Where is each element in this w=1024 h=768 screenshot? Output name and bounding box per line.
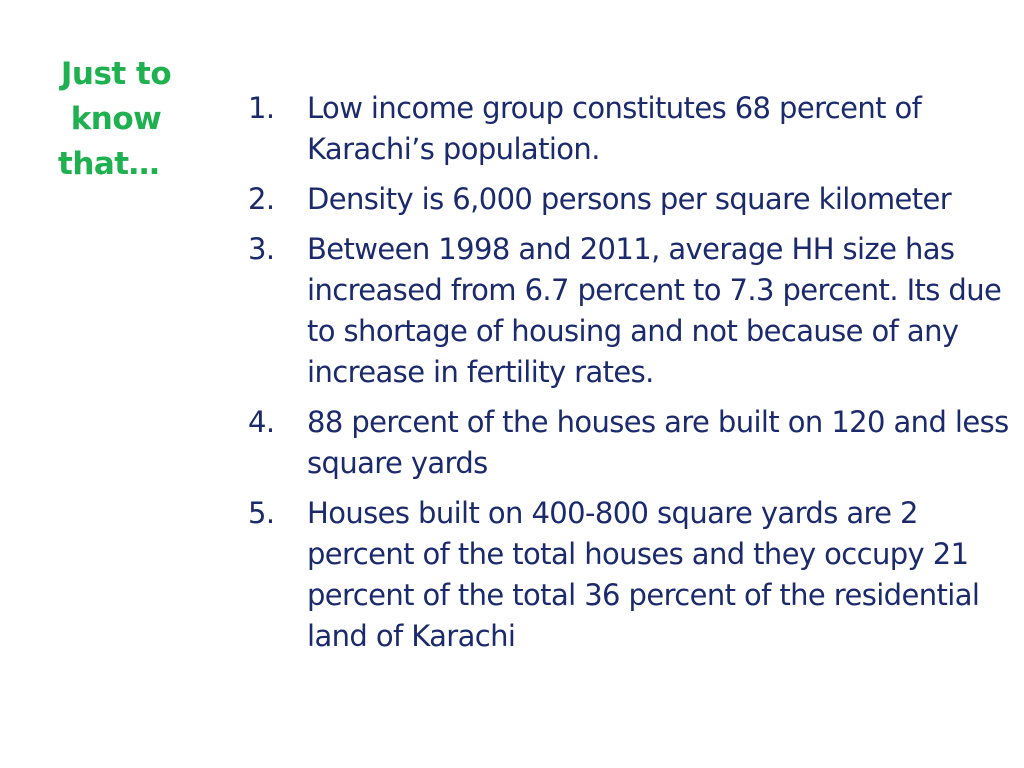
fact-item-3 <box>248 229 1018 393</box>
fact-number: 2. <box>248 182 275 216</box>
fact-text: 88 percent of the houses are built on 120 and less square yards <box>307 405 1009 480</box>
fact-item-4 <box>248 402 1018 484</box>
facts-list <box>248 88 1018 666</box>
fact-text: Density is 6,000 persons per square kilometer <box>307 182 952 216</box>
fact-item-5 <box>248 493 1018 657</box>
fact-number: 5. <box>248 496 275 530</box>
side-title-line-1: Just to <box>60 56 172 92</box>
fact-text: Low income group constitutes 68 percent of Karachi’s population. <box>307 91 922 166</box>
side-title-line-3: that… <box>58 146 160 182</box>
fact-item-2 <box>248 179 1018 220</box>
fact-number: 4. <box>248 405 275 439</box>
side-title-line-2: know <box>70 101 162 137</box>
fact-text: Houses built on 400-800 square yards are 2 percent of the total houses and they occupy 21 percent of the total 36 percent of the residential land of Karachi <box>307 496 980 653</box>
fact-item-1 <box>248 88 1018 170</box>
fact-number: 1. <box>248 91 275 125</box>
side-title <box>46 52 186 187</box>
fact-number: 3. <box>248 232 275 266</box>
fact-text: Between 1998 and 2011, average HH size has increased from 6.7 percent to 7.3 percent. Its due to shortage of housing and not because of any increase in fertility rates. <box>307 232 1002 389</box>
